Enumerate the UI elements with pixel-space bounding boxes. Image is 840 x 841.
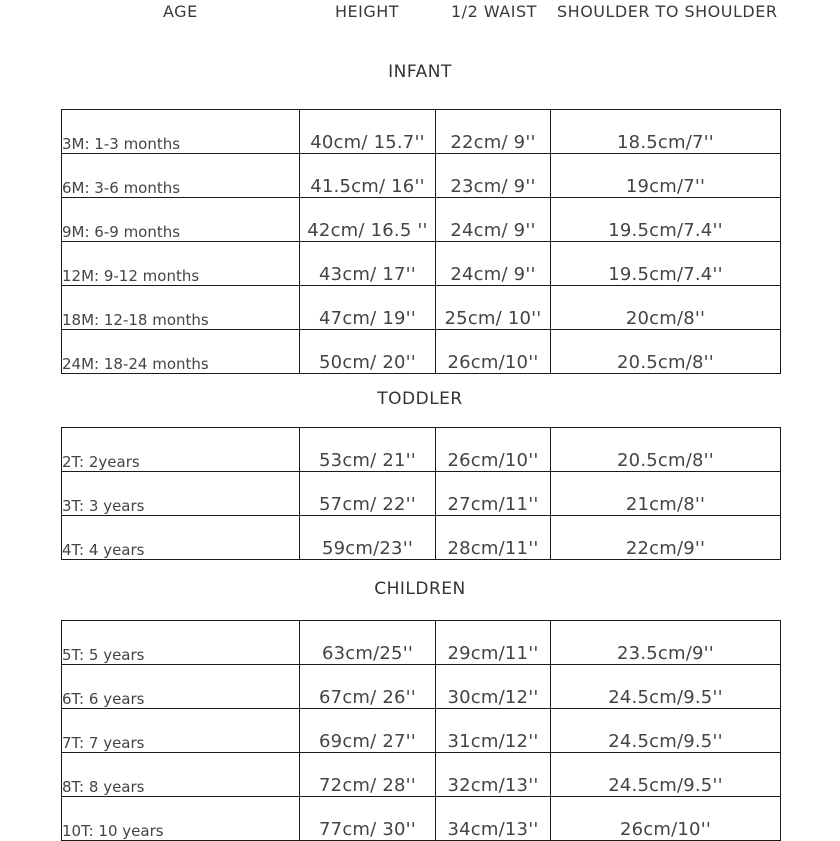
table-row — [62, 753, 781, 797]
age-cell: 7T: 7 years — [62, 709, 300, 753]
height-cell: 72cm/ 28'' — [300, 753, 436, 797]
header-half-waist: 1/2 WAIST — [451, 2, 537, 21]
age-cell: 5T: 5 years — [62, 621, 300, 665]
half-waist-cell: 31cm/12'' — [436, 709, 551, 753]
table-row — [62, 330, 781, 374]
header-age: AGE — [163, 2, 198, 21]
half-waist-cell: 26cm/10'' — [436, 330, 551, 374]
table-row — [62, 516, 781, 560]
table-row — [62, 242, 781, 286]
shoulder-cell: 19cm/7'' — [551, 154, 781, 198]
age-cell: 3T: 3 years — [62, 472, 300, 516]
age-cell: 6M: 3-6 months — [62, 154, 300, 198]
table-row — [62, 797, 781, 841]
height-cell: 42cm/ 16.5 '' — [300, 198, 436, 242]
height-cell: 41.5cm/ 16'' — [300, 154, 436, 198]
table-row — [62, 709, 781, 753]
half-waist-cell: 23cm/ 9'' — [436, 154, 551, 198]
shoulder-cell: 24.5cm/9.5'' — [551, 665, 781, 709]
size-table-children — [61, 620, 781, 841]
height-cell: 40cm/ 15.7'' — [300, 110, 436, 154]
table-row — [62, 428, 781, 472]
age-cell: 6T: 6 years — [62, 665, 300, 709]
height-cell: 53cm/ 21'' — [300, 428, 436, 472]
header-height: HEIGHT — [335, 2, 400, 21]
half-waist-cell: 28cm/11'' — [436, 516, 551, 560]
half-waist-cell: 34cm/13'' — [436, 797, 551, 841]
shoulder-cell: 23.5cm/9'' — [551, 621, 781, 665]
height-cell: 69cm/ 27'' — [300, 709, 436, 753]
height-cell: 67cm/ 26'' — [300, 665, 436, 709]
height-cell: 43cm/ 17'' — [300, 242, 436, 286]
height-cell: 59cm/23'' — [300, 516, 436, 560]
half-waist-cell: 27cm/11'' — [436, 472, 551, 516]
age-cell: 4T: 4 years — [62, 516, 300, 560]
height-cell: 63cm/25'' — [300, 621, 436, 665]
table-row — [62, 198, 781, 242]
age-cell: 10T: 10 years — [62, 797, 300, 841]
section-title-toddler: TODDLER — [377, 389, 463, 409]
half-waist-cell: 32cm/13'' — [436, 753, 551, 797]
height-cell: 47cm/ 19'' — [300, 286, 436, 330]
size-table-infant — [61, 109, 781, 374]
half-waist-cell: 26cm/10'' — [436, 428, 551, 472]
half-waist-cell: 24cm/ 9'' — [436, 198, 551, 242]
age-cell: 9M: 6-9 months — [62, 198, 300, 242]
shoulder-cell: 26cm/10'' — [551, 797, 781, 841]
shoulder-cell: 20cm/8'' — [551, 286, 781, 330]
column-header-row — [0, 0, 840, 24]
shoulder-cell: 22cm/9'' — [551, 516, 781, 560]
age-cell: 3M: 1-3 months — [62, 110, 300, 154]
height-cell: 57cm/ 22'' — [300, 472, 436, 516]
height-cell: 50cm/ 20'' — [300, 330, 436, 374]
shoulder-cell: 20.5cm/8'' — [551, 428, 781, 472]
age-cell: 8T: 8 years — [62, 753, 300, 797]
table-row — [62, 154, 781, 198]
size-table-toddler — [61, 427, 781, 560]
height-cell: 77cm/ 30'' — [300, 797, 436, 841]
table-row — [62, 621, 781, 665]
age-cell: 2T: 2years — [62, 428, 300, 472]
shoulder-cell: 20.5cm/8'' — [551, 330, 781, 374]
table-row — [62, 472, 781, 516]
shoulder-cell: 18.5cm/7'' — [551, 110, 781, 154]
half-waist-cell: 25cm/ 10'' — [436, 286, 551, 330]
shoulder-cell: 19.5cm/7.4'' — [551, 198, 781, 242]
shoulder-cell: 24.5cm/9.5'' — [551, 709, 781, 753]
header-shoulder-to-shoulder: SHOULDER TO SHOULDER — [557, 2, 778, 21]
half-waist-cell: 30cm/12'' — [436, 665, 551, 709]
age-cell: 24M: 18-24 months — [62, 330, 300, 374]
section-title-children: CHILDREN — [374, 579, 466, 599]
shoulder-cell: 21cm/8'' — [551, 472, 781, 516]
section-title-infant: INFANT — [388, 62, 452, 82]
table-row — [62, 665, 781, 709]
shoulder-cell: 24.5cm/9.5'' — [551, 753, 781, 797]
table-row — [62, 286, 781, 330]
table-row — [62, 110, 781, 154]
half-waist-cell: 29cm/11'' — [436, 621, 551, 665]
age-cell: 18M: 12-18 months — [62, 286, 300, 330]
age-cell: 12M: 9-12 months — [62, 242, 300, 286]
shoulder-cell: 19.5cm/7.4'' — [551, 242, 781, 286]
half-waist-cell: 24cm/ 9'' — [436, 242, 551, 286]
half-waist-cell: 22cm/ 9'' — [436, 110, 551, 154]
